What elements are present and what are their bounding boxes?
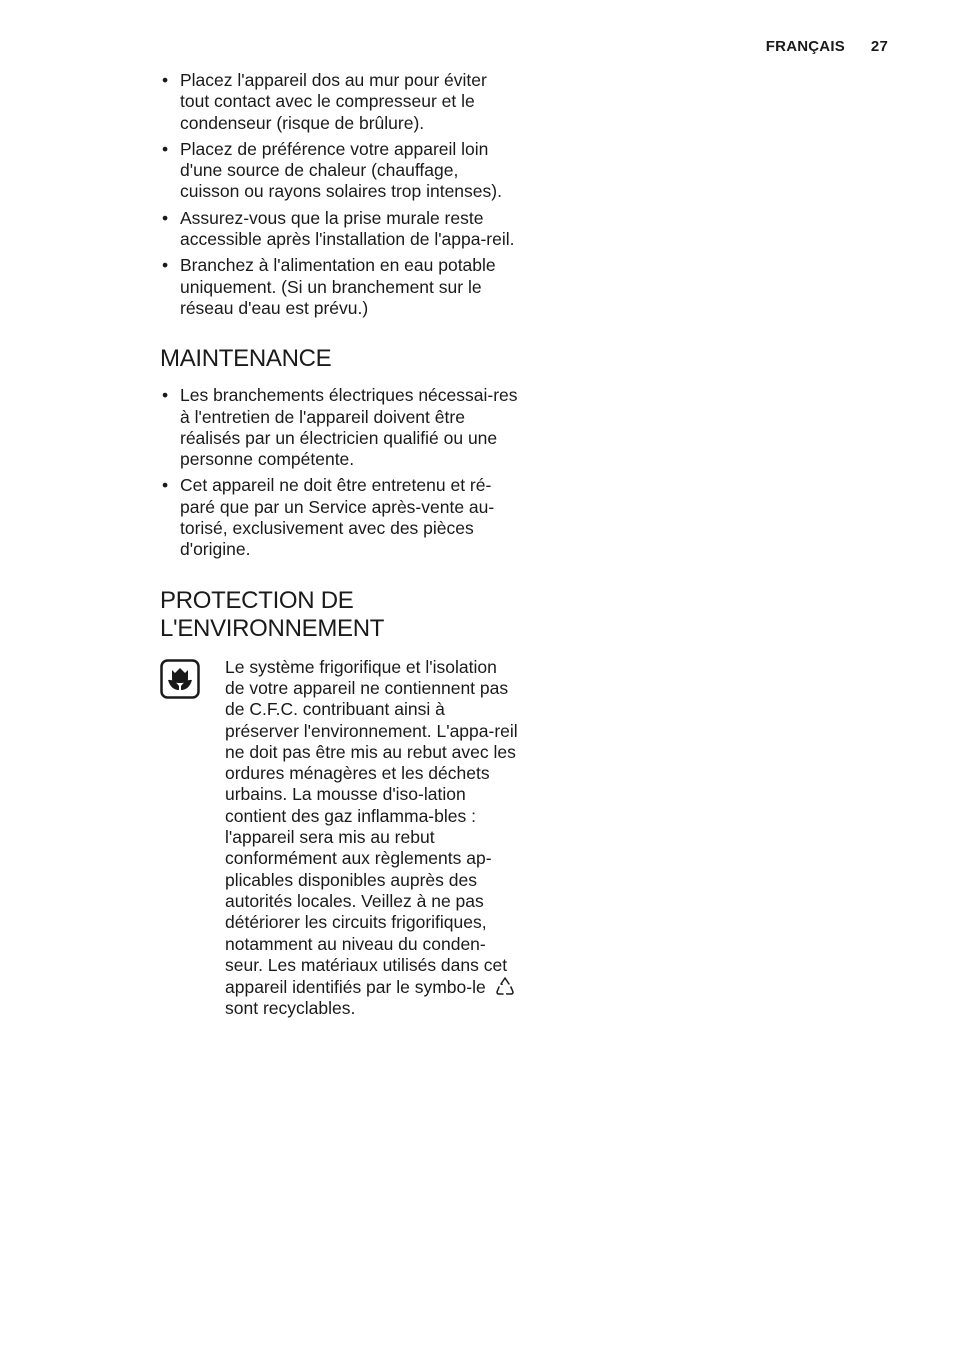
environment-text bbox=[225, 657, 520, 1020]
bullet-icon: • bbox=[162, 207, 169, 228]
environment-heading-line1: PROTECTION DE bbox=[160, 586, 354, 614]
list-item-text: Cet appareil ne doit être entretenu et ré-paré que par un Service après-vente au-torisé, exclusivement avec des pièces d'origine. bbox=[180, 475, 495, 560]
list-item bbox=[160, 475, 520, 560]
maintenance-list bbox=[160, 385, 520, 560]
environment-heading-line2: L'ENVIRONNEMENT bbox=[160, 614, 385, 642]
list-item bbox=[160, 255, 520, 319]
maintenance-heading: MAINTENANCE bbox=[160, 345, 332, 373]
list-item bbox=[160, 139, 520, 203]
environment-text-part1: Le système frigorifique et l'isolation de votre appareil ne contiennent pas de C.F.C. contribuant ainsi à préserver l'environnement. L'appa-reil ne doit pas être mis au rebut avec les ordures ménagères et les déchets urbains. La mousse d'iso-lation contient des gaz inflamma-bles : l'appareil sera mis au rebut conformément aux règlements ap-plicables disponibles auprès des autorités locales. Veillez à ne pas détériorer les circuits frigorifiques, notamment au niveau du conden-seur. Les matériaux utilisés dans cet appareil identifiés par le symbo-le bbox=[225, 656, 518, 998]
environment-block bbox=[160, 657, 520, 1020]
list-item-text: Les branchements électriques nécessai-res à l'entretien de l'appareil doivent être réalisés par un électricien qualifié ou une personne compétente. bbox=[180, 385, 518, 470]
environment-text-part2: sont recyclables. bbox=[225, 998, 356, 1019]
page-header bbox=[766, 38, 888, 55]
content-column bbox=[160, 70, 520, 1020]
list-item bbox=[160, 385, 520, 470]
installation-list bbox=[160, 70, 520, 319]
bullet-icon: • bbox=[162, 255, 169, 276]
list-item-text: Placez de préférence votre appareil loin d'une source de chaleur (chauffage, cuisson ou rayons solaires trop intenses). bbox=[180, 138, 502, 202]
list-item bbox=[160, 208, 520, 251]
environment-flower-icon bbox=[160, 659, 200, 699]
list-item-text: Placez l'appareil dos au mur pour éviter tout contact avec le compresseur et le condenseur (risque de brûlure). bbox=[180, 70, 487, 133]
list-item bbox=[160, 70, 520, 134]
environment-heading bbox=[160, 587, 520, 643]
bullet-icon: • bbox=[162, 385, 169, 406]
bullet-icon: • bbox=[162, 70, 169, 90]
list-item-text: Branchez à l'alimentation en eau potable uniquement. (Si un branchement sur le réseau d'eau est prévu.) bbox=[180, 255, 496, 318]
list-item-text: Assurez-vous que la prise murale reste accessible après l'installation de l'appa-reil. bbox=[180, 207, 515, 250]
page-number: 27 bbox=[870, 38, 888, 55]
recycle-icon bbox=[494, 976, 516, 996]
bullet-icon: • bbox=[162, 138, 169, 159]
bullet-icon: • bbox=[162, 475, 169, 496]
header-language: FRANÇAIS bbox=[765, 38, 845, 55]
